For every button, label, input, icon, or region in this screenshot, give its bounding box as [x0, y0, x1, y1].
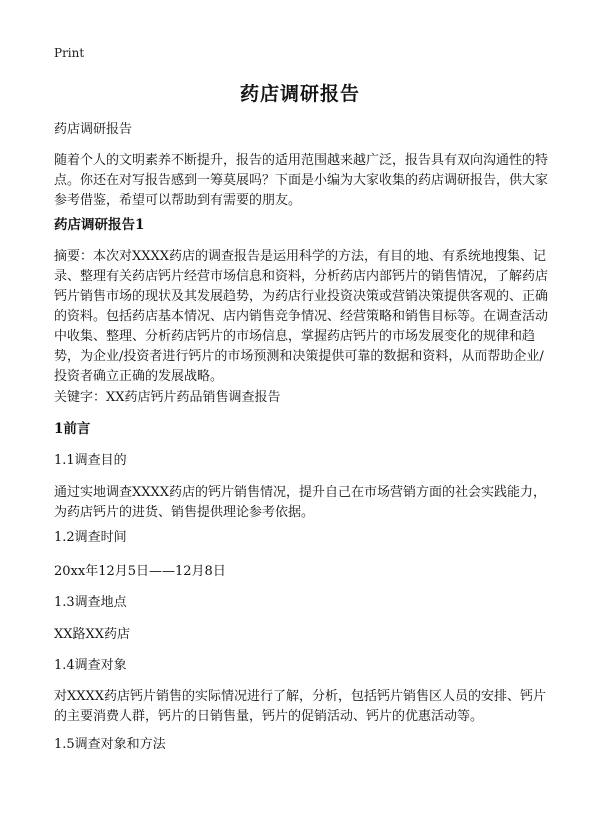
section-heading-report-1: 药店调研报告1	[54, 217, 145, 233]
subheading-subject-method: 1.5调查对象和方法	[54, 737, 166, 752]
paragraph-intro: 随着个人的文明素养不断提升，报告的适用范围越来越广泛，报告具有双向沟通性的特点。你还在对写报告感到一筹莫展吗？下面是小编为大家收集的药店调研报告，供大家参考借鉴，希望可以帮助到有需要的朋友。	[54, 153, 549, 208]
paragraph-abstract: 摘要：本次对XXXX药店的调查报告是运用科学的方法，有目的地、有系统地搜集、记录、整理有关药店钙片经营市场信息和资料，分析药店内部钙片的销售情况，了解药店钙片销售市场的现状及其发展趋势，为药店行业投资决策或营销决策提供客观的、正确的资料。包括药店基本情况、店内销售竞争情况、经营策略和销售目标等。在调查活动中收集、整理、分析药店钙片的市场信息，掌握药店钙片的市场发展变化的规律和趋势，为企业/投资者进行钙片的市场预测和决策提供可靠的数据和资料，从而帮助企业/投资者确立正确的发展战略。	[54, 249, 549, 384]
page-title: 药店调研报告	[239, 83, 360, 105]
paragraph-subject: 对XXXX药店钙片销售的实际情况进行了解，分析，包括钙片销售区人员的安排、钙片的主要消费人群，钙片的日销售量，钙片的促销活动、钙片的优惠活动等。	[54, 689, 547, 724]
paragraph-purpose: 通过实地调查XXXX药店的钙片销售情况，提升自己在市场营销方面的社会实践能力，为药店钙片的进货、销售提供理论参考依据。	[54, 485, 547, 520]
paragraph-location: XX路XX药店	[54, 627, 131, 642]
paragraph-keywords: 关键字：XX药店钙片药品销售调查报告	[54, 390, 281, 405]
subheading-time: 1.2调查时间	[54, 530, 127, 545]
subheading-location: 1.3调查地点	[54, 595, 127, 610]
print-link[interactable]: Print	[54, 46, 85, 60]
paragraph-time: 20xx年12月5日——12月8日	[54, 564, 226, 579]
section-heading-preface: 1前言	[54, 421, 91, 437]
subheading-purpose: 1.1调查目的	[54, 453, 127, 468]
subheading-subject: 1.4调查对象	[54, 658, 127, 673]
paragraph-subtitle: 药店调研报告	[54, 122, 133, 137]
